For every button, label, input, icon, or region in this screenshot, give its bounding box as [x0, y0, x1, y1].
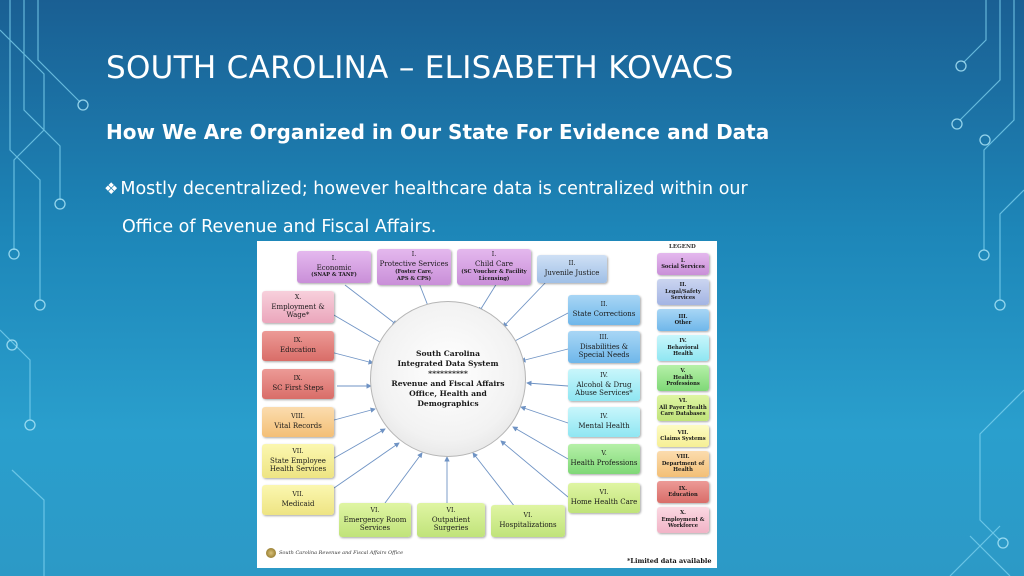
legend-item-num: IV. — [679, 338, 687, 345]
node-hospitalizations — [491, 505, 565, 537]
node-emergency-num: VI. — [370, 507, 380, 515]
node-state-employee-health — [262, 444, 334, 478]
arrow-healthprof — [513, 427, 568, 459]
node-outpatient-label-2: Surgeries — [433, 524, 469, 533]
node-medicaid — [262, 485, 334, 515]
legend-item-label: Claims Systems — [660, 436, 706, 442]
legend-item-label-2: Health — [673, 351, 693, 358]
slide-title: SOUTH CAROLINA – ELISABETH KOVACS — [106, 50, 734, 86]
node-economic-sub: (SNAP & TANF) — [311, 272, 357, 279]
arrow-homehealth — [501, 441, 568, 497]
node-economic-label: Economic — [316, 263, 352, 272]
legend-item-num: VII. — [677, 429, 689, 436]
legend-item-employment-workforce — [657, 507, 709, 533]
hub-stars: ********** — [428, 369, 468, 378]
arrow-disabilities — [521, 349, 568, 361]
node-childcare-sub-1: (SC Voucher & Facility — [461, 268, 527, 275]
node-vital-label: Vital Records — [274, 422, 322, 430]
node-protective-services — [377, 249, 451, 285]
node-healthprof-label: Health Professions — [570, 459, 638, 467]
node-alcohol-label-1: Alcohol & Drug — [576, 380, 632, 389]
legend-item-label-2: Professions — [666, 381, 700, 388]
node-employment-label-2: Wage* — [286, 311, 310, 320]
node-homehealth-num: VI. — [599, 489, 609, 497]
node-mental-num: IV. — [600, 413, 608, 421]
legend-item-health-professions — [657, 365, 709, 391]
node-medicaid-num: VII. — [292, 491, 304, 499]
legend-item-label: Education — [668, 492, 698, 498]
node-stateemp-num: VII. — [292, 448, 304, 456]
integrated-data-system-hub — [370, 301, 526, 457]
node-hospital-label: Hospitalizations — [499, 521, 557, 529]
node-childcare-label: Child Care — [474, 260, 514, 268]
node-state-corrections — [568, 295, 640, 325]
arrow-corrections — [511, 313, 568, 343]
hub-line-5: Demographics — [417, 399, 479, 408]
node-economic-num: I. — [331, 254, 337, 262]
arrow-mental — [521, 407, 568, 423]
legend-item-num: V. — [680, 368, 686, 375]
legend-item-num: IX. — [678, 485, 688, 492]
legend-item-label-1: Health — [673, 374, 693, 381]
node-employment-label-1: Employment & — [271, 302, 325, 311]
node-vital-records — [262, 407, 334, 437]
node-protective-sub-2: APS & CPS) — [396, 275, 432, 282]
node-alcohol-drug-abuse — [568, 369, 640, 401]
node-juvenile-justice — [537, 255, 607, 283]
node-vital-num: VIII. — [291, 413, 305, 421]
node-mental-health — [568, 407, 640, 437]
footnote: *Limited data available — [627, 557, 712, 565]
arrow-juvenile — [503, 281, 547, 327]
node-mental-label: Mental Health — [578, 422, 630, 430]
legend-item-legal-safety — [657, 279, 709, 305]
legend-title: LEGEND — [669, 244, 696, 250]
node-corrections-num: II. — [600, 301, 608, 309]
node-education-num: IX. — [293, 337, 303, 345]
node-alcohol-num: IV. — [600, 372, 608, 380]
node-outpatient-surgeries — [417, 503, 485, 537]
node-disabilities-special-needs — [568, 331, 640, 363]
node-stateemp-label-2: Health Services — [269, 465, 327, 474]
legend-item-label: Social Services — [661, 264, 705, 270]
bullet-line-2: Office of Revenue and Fiscal Affairs. — [122, 217, 437, 237]
node-disabilities-label-2: Special Needs — [578, 351, 630, 360]
node-sc-first-steps — [262, 369, 334, 399]
node-juvenile-num: II. — [568, 260, 576, 268]
node-medicaid-label: Medicaid — [281, 500, 315, 508]
arrow-childcare — [479, 283, 497, 312]
node-disabilities-label-1: Disabilities & — [579, 342, 629, 351]
node-protective-label: Protective Services — [379, 260, 449, 268]
hub-line-1: South Carolina — [416, 349, 480, 358]
bullet-text — [104, 170, 864, 246]
arrow-stateemp — [329, 429, 385, 461]
node-juvenile-label: Juvenile Justice — [544, 269, 600, 277]
legend-item-label-2: Care Databases — [660, 411, 706, 418]
arrow-emergency — [385, 453, 422, 503]
legend-item-education — [657, 481, 709, 503]
node-education — [262, 331, 334, 361]
node-homehealth-label: Home Health Care — [570, 498, 638, 506]
arrow-employment — [327, 311, 385, 345]
legend-item-department-of-health — [657, 451, 709, 477]
node-child-care — [457, 249, 531, 285]
node-emergency-label-2: Services — [359, 524, 391, 533]
hub-line-3: Revenue and Fiscal Affairs — [391, 379, 505, 388]
node-economic — [297, 251, 371, 283]
legend-item-label-1: Behavioral — [667, 344, 699, 351]
legend-item-num: VI. — [678, 398, 688, 405]
node-stateemp-label-1: State Employee — [270, 456, 326, 465]
arrow-economic — [345, 285, 397, 325]
node-hospital-num: VI. — [523, 512, 533, 520]
node-firststeps-label: SC First Steps — [272, 384, 324, 392]
hub-line-2: Integrated Data System — [397, 359, 499, 368]
integrated-data-system-diagram — [257, 241, 717, 568]
legend-item-behavioral-health — [657, 335, 709, 361]
node-protective-num: I. — [411, 251, 417, 259]
node-corrections-label: State Corrections — [572, 310, 636, 318]
slide-subtitle: How We Are Organized in Our State For Evidence and Data — [106, 120, 770, 144]
node-childcare-sub-2: Licensing) — [478, 275, 510, 282]
node-emergency-label-1: Emergency Room — [343, 515, 407, 524]
node-healthprof-num: V. — [601, 450, 607, 458]
bullet-line-1: Mostly decentralized; however healthcare data is centralized within our — [120, 179, 748, 199]
seal-caption: South Carolina Revenue and Fiscal Affairs Office — [279, 550, 404, 556]
legend-item-all-payer — [657, 395, 709, 421]
legend-item-label-2: Services — [670, 295, 696, 302]
legend-item-claims-systems — [657, 425, 709, 447]
node-employment-wage — [262, 291, 334, 323]
node-employment-num: X. — [294, 294, 302, 302]
diamond-bullet-icon: ❖ — [104, 179, 117, 198]
legend-item-social-services — [657, 253, 709, 275]
node-firststeps-num: IX. — [293, 375, 303, 383]
hub-line-4: Office, Health and — [409, 389, 487, 398]
node-outpatient-num: VI. — [446, 507, 456, 515]
legend-item-label: Other — [674, 320, 692, 326]
sc-rfa-seal-icon — [266, 548, 276, 558]
legend-item-label-1: All Payer Health — [659, 404, 707, 411]
node-emergency-room — [339, 503, 411, 537]
node-home-health-care — [568, 483, 640, 513]
legend-item-other — [657, 309, 709, 331]
node-alcohol-label-2: Abuse Services* — [575, 389, 633, 398]
legend-item-label-1: Legal/Safety — [665, 288, 701, 295]
legend-item-label-2: Workforce — [667, 523, 699, 530]
node-health-professions — [568, 444, 640, 474]
legend-item-label-1: Department of — [661, 460, 705, 467]
node-outpatient-label-1: Outpatient — [431, 515, 471, 524]
legend-item-label-2: Health — [673, 467, 693, 474]
legend-item-num: II. — [679, 282, 687, 289]
legend-item-label-1: Employment & — [661, 516, 705, 523]
node-protective-sub-1: (Foster Care, — [395, 268, 433, 275]
arrow-alcohol — [527, 383, 568, 386]
legend-item-num: X. — [680, 510, 686, 517]
node-education-label: Education — [280, 346, 316, 354]
legend-item-num: III. — [678, 313, 688, 320]
node-childcare-num: I. — [491, 251, 497, 259]
node-disabilities-num: III. — [599, 334, 609, 342]
arrow-hospital — [473, 453, 515, 507]
legend-item-num: I. — [680, 257, 686, 264]
legend-item-num: VIII. — [676, 454, 690, 461]
